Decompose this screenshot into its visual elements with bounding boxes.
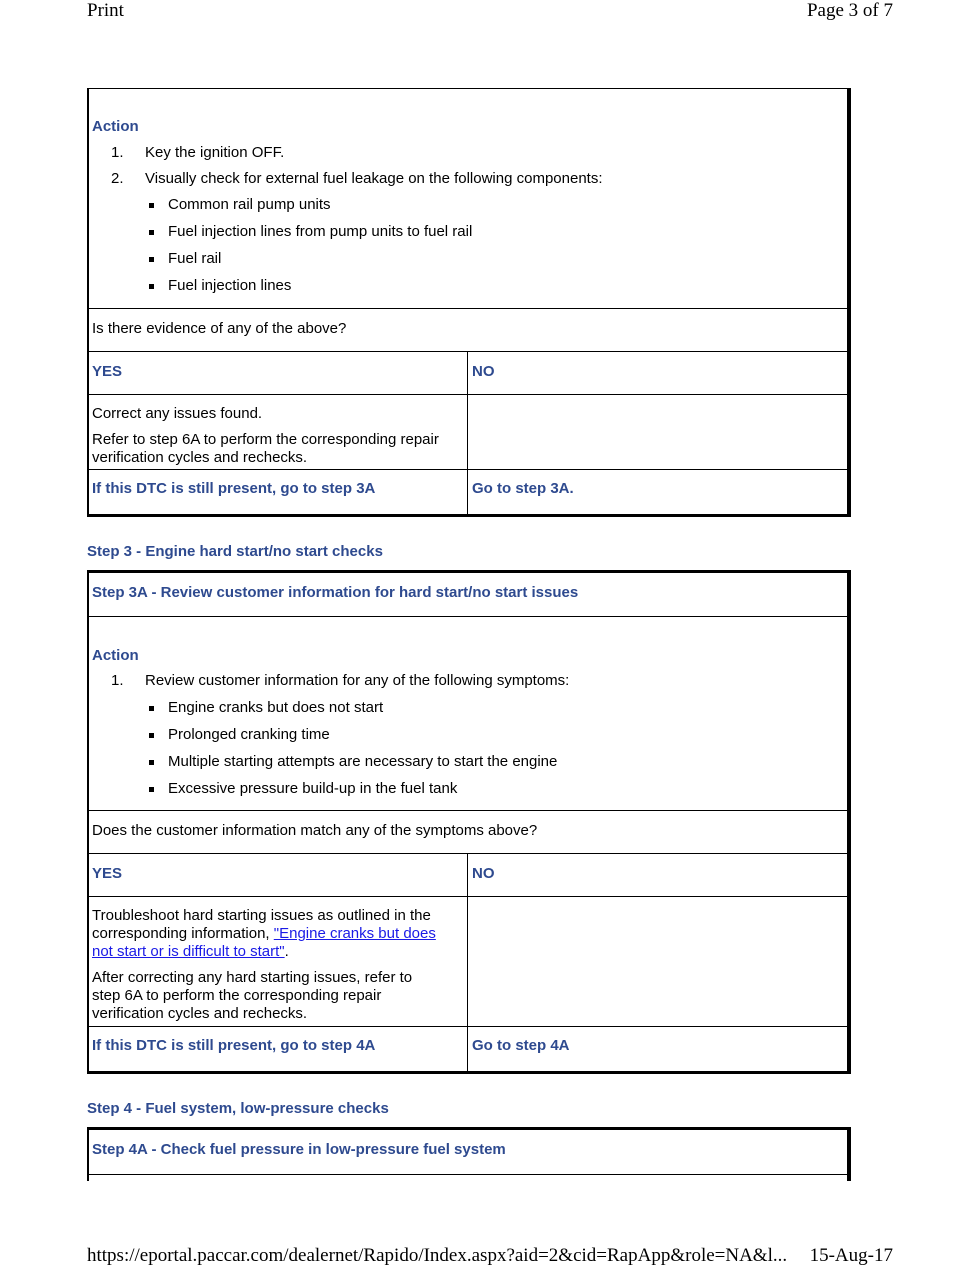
action-row [89, 617, 847, 811]
bullet-text: Common rail pump units [168, 196, 331, 213]
step4a-title: Step 4A - Check fuel pressure in low-pressure fuel system [92, 1141, 506, 1158]
step3-heading: Step 3 - Engine hard start/no start checks [87, 543, 383, 560]
yes-label: YES [92, 363, 123, 380]
yes-text: After correcting any hard starting issues, refer to [92, 969, 413, 986]
print-label: Print [87, 0, 124, 21]
period-text: . [284, 943, 289, 960]
action-row [89, 89, 847, 309]
step4-heading: Step 4 - Fuel system, low-pressure checks [87, 1100, 389, 1117]
yes-text: verification cycles and rechecks. [92, 1005, 308, 1022]
action-title: Action [92, 118, 139, 135]
bullet-icon [149, 284, 154, 289]
no-label: NO [472, 363, 495, 380]
page-number: Page 3 of 7 [806, 0, 893, 21]
bullet-icon [149, 203, 154, 208]
footer-date: 15-Aug-17 [809, 1245, 893, 1266]
question-row [89, 309, 847, 352]
yes-label: YES [92, 865, 123, 882]
bullet-text: Prolonged cranking time [168, 726, 330, 743]
bullet-text: Multiple starting attempts are necessary to start the engine [168, 753, 558, 770]
result-yes: If this DTC is still present, go to step 3A [92, 480, 376, 497]
result-no: Go to step 4A [472, 1037, 570, 1054]
engine-cranks-link[interactable]: "Engine cranks but does [273, 925, 436, 942]
yes-text: corresponding information, [92, 925, 274, 942]
bullet-icon [149, 230, 154, 235]
step2-table [87, 88, 851, 517]
step4a-table [87, 1127, 851, 1181]
no-label: NO [472, 865, 495, 882]
footer-url: https://eportal.paccar.com/dealernet/Rapido/Index.aspx?aid=2&cid=RapApp&role=NA&l... [87, 1245, 788, 1266]
yes-text: Refer to step 6A to perform the corresponding repair [92, 431, 439, 448]
result-yes: If this DTC is still present, go to step 4A [92, 1037, 376, 1054]
yes-no-body-row [89, 395, 847, 470]
result-no: Go to step 3A. [472, 480, 574, 497]
yes-text: Correct any issues found. [92, 405, 263, 422]
step-text: Review customer information for any of the following symptoms: [145, 672, 570, 689]
yes-no-header-row [89, 854, 847, 897]
question-text: Is there evidence of any of the above? [92, 320, 347, 337]
bullet-icon [149, 760, 154, 765]
title-row [89, 573, 847, 617]
bullet-text: Fuel injection lines from pump units to fuel rail [168, 223, 473, 240]
action-title: Action [92, 647, 139, 664]
yes-text: verification cycles and rechecks. [92, 449, 308, 466]
step3a-table [87, 570, 851, 1074]
yes-no-body-row [89, 897, 847, 1027]
bullet-icon [149, 787, 154, 792]
step-text: Key the ignition OFF. [145, 144, 285, 161]
yes-no-header-row [89, 352, 847, 395]
bullet-icon [149, 257, 154, 262]
step-number: 2. [111, 170, 124, 187]
bullet-text: Engine cranks but does not start [168, 699, 384, 716]
yes-text: Troubleshoot hard starting issues as outlined in the [92, 907, 431, 924]
bullet-text: Fuel injection lines [168, 277, 292, 294]
step3a-title: Step 3A - Review customer information for hard start/no start issues [92, 584, 579, 601]
bullet-icon [149, 733, 154, 738]
bullet-text: Fuel rail [168, 250, 222, 267]
bullet-icon [149, 706, 154, 711]
result-row [89, 1027, 847, 1071]
step-text: Visually check for external fuel leakage on the following components: [145, 170, 603, 187]
step-number: 1. [111, 672, 124, 689]
question-text: Does the customer information match any of the symptoms above? [92, 822, 538, 839]
engine-cranks-link-cont[interactable]: not start or is difficult to start" [92, 943, 285, 960]
title-row [89, 1130, 847, 1175]
result-row [89, 470, 847, 514]
bullet-text: Excessive pressure build-up in the fuel tank [168, 780, 458, 797]
yes-text: step 6A to perform the corresponding repair [92, 987, 382, 1004]
question-row [89, 811, 847, 854]
step-number: 1. [111, 144, 124, 161]
